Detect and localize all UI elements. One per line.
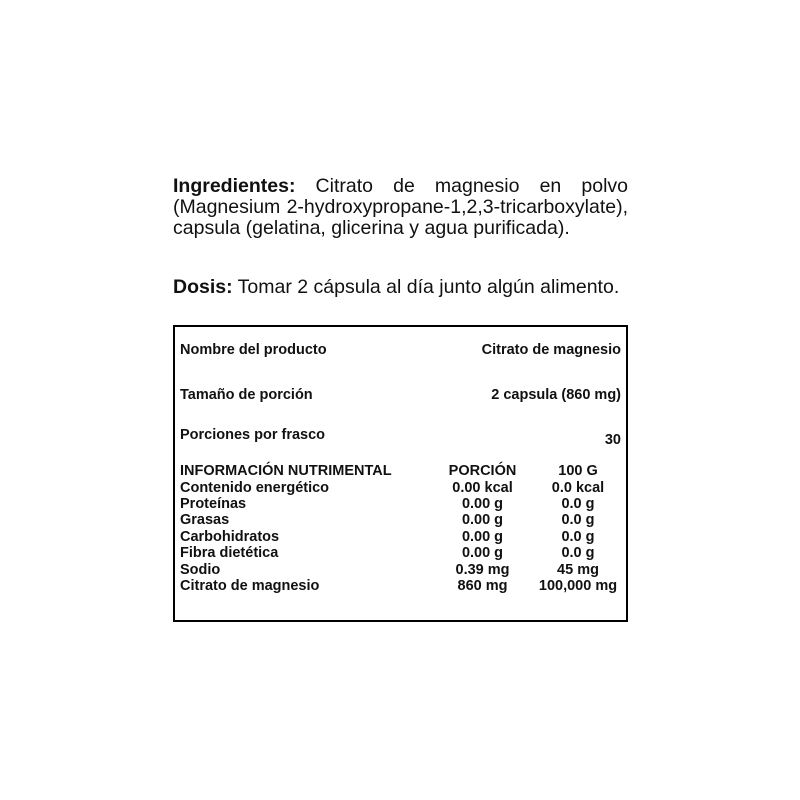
nutrient-100g-value: 0.0 g bbox=[561, 512, 595, 529]
table-row bbox=[180, 561, 621, 577]
servings-per-bottle-label: Porciones por frasco bbox=[180, 427, 326, 443]
ingredients-label: Ingredientes: bbox=[173, 175, 296, 197]
dosage-text: Tomar 2 cápsula al día junto algún alimento. bbox=[232, 276, 620, 298]
nutrient-portion-value: 0.00 g bbox=[461, 512, 504, 529]
nutrient-portion-value: 0.00 g bbox=[461, 495, 504, 512]
nutrient-name: Citrato de magnesio bbox=[180, 577, 320, 594]
nutrient-name: Carbohidratos bbox=[180, 528, 280, 545]
nutrient-portion-value: 0.00 kcal bbox=[452, 479, 513, 496]
table-row bbox=[180, 479, 621, 495]
nutrient-name: Proteínas bbox=[180, 495, 247, 512]
nutrition-header-name: INFORMACIÓN NUTRIMENTAL bbox=[180, 463, 392, 480]
nutrient-portion-value: 0.39 mg bbox=[455, 561, 510, 578]
nutrient-name: Fibra dietética bbox=[180, 545, 279, 562]
serving-size-label: Tamaño de porción bbox=[180, 387, 313, 403]
nutrient-portion-value: 860 mg bbox=[457, 577, 508, 594]
nutrition-header-portion: PORCIÓN bbox=[448, 463, 517, 480]
nutrition-header-100g: 100 G bbox=[558, 463, 598, 480]
table-row bbox=[180, 496, 621, 512]
product-name-label: Nombre del producto bbox=[180, 342, 327, 358]
table-row bbox=[180, 545, 621, 561]
nutrient-100g-value: 0.0 g bbox=[561, 545, 595, 562]
ingredients-text: Citrato de magnesio en polvo (Magnesium 2-hydroxypropane-1,2,3-tricarboxylate), capsula (gelatina, glicerina y agua purificada). bbox=[173, 175, 628, 239]
nutrition-facts-box bbox=[173, 325, 628, 622]
nutrient-100g-value: 0.0 kcal bbox=[551, 479, 605, 496]
nutrient-name: Contenido energético bbox=[180, 479, 330, 496]
nutrition-header-row bbox=[180, 463, 621, 479]
dosage-paragraph bbox=[173, 277, 628, 298]
nutrient-portion-value: 0.00 g bbox=[461, 545, 504, 562]
nutrition-table bbox=[180, 463, 621, 594]
serving-size-value: 2 capsula (860 mg) bbox=[491, 387, 621, 403]
nutrient-portion-value: 0.00 g bbox=[461, 528, 504, 545]
nutrient-100g-value: 45 mg bbox=[557, 561, 599, 578]
table-row bbox=[180, 529, 621, 545]
dosage-label: Dosis: bbox=[173, 276, 233, 298]
nutrient-100g-value: 0.0 g bbox=[561, 528, 595, 545]
product-name-value: Citrato de magnesio bbox=[481, 342, 621, 358]
nutrient-name: Grasas bbox=[180, 512, 230, 529]
nutrient-100g-value: 0.0 g bbox=[561, 495, 595, 512]
table-row bbox=[180, 578, 621, 594]
servings-per-bottle-value: 30 bbox=[604, 432, 621, 448]
nutrient-100g-value: 100,000 mg bbox=[538, 577, 618, 594]
ingredients-paragraph bbox=[173, 176, 628, 239]
table-row bbox=[180, 512, 621, 528]
nutrient-name: Sodio bbox=[180, 561, 221, 578]
